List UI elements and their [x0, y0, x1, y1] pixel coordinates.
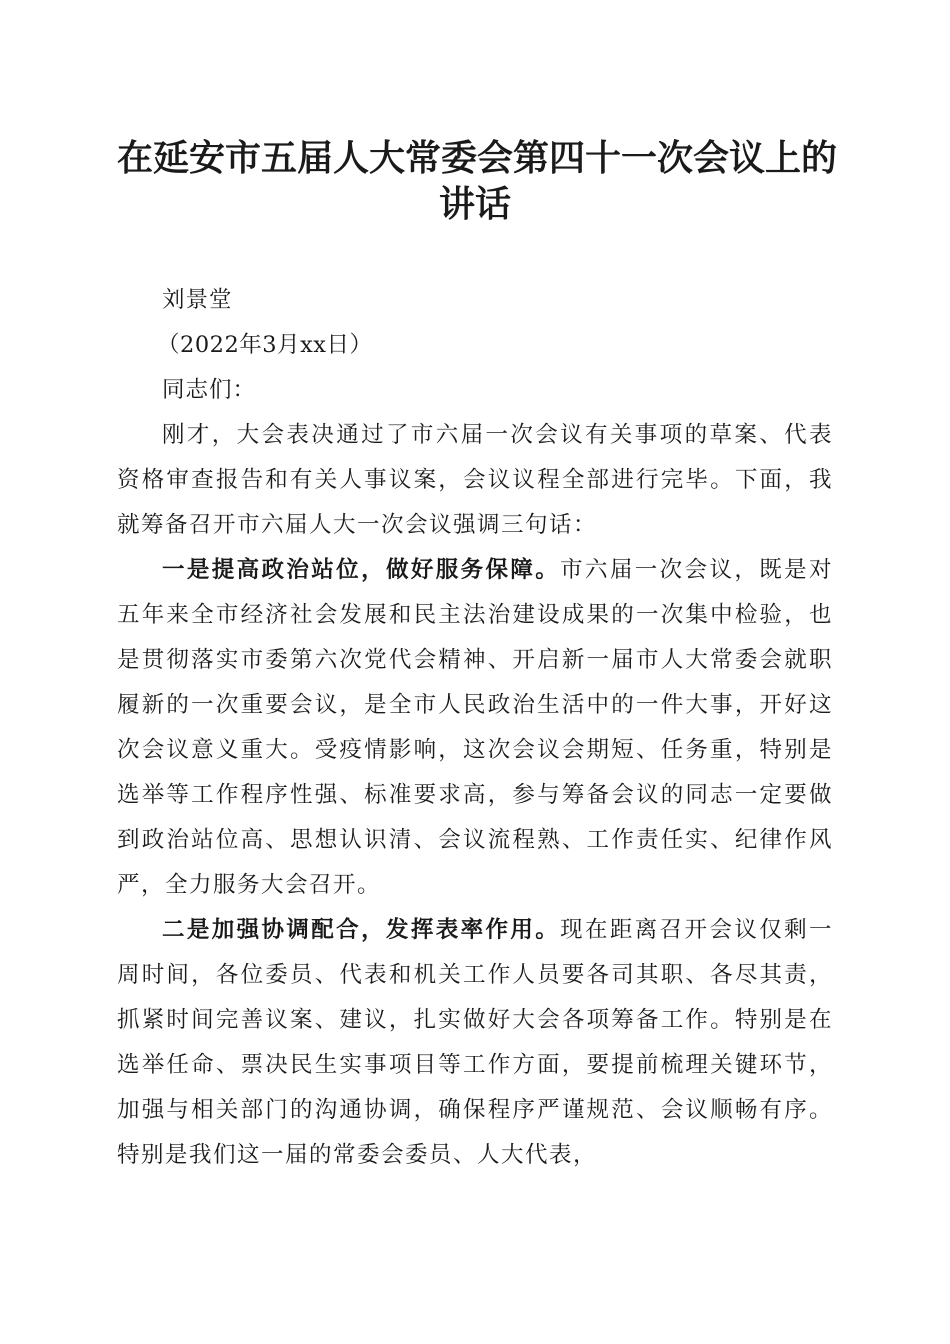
paragraph-intro-text: 刚才，大会表决通过了市六届一次会议有关事项的草案、代表资格审查报告和有关人事议案，会议议程全部进行完毕。下面，我就筹备召开市六届人大一次会议强调三句话：: [117, 422, 833, 538]
point-1-heading: 一是提高政治站位，做好服务保障。: [162, 557, 561, 583]
title-line-2: 讲话: [438, 184, 511, 225]
document-page: [117, 0, 838, 1344]
point-2-heading: 二是加强协调配合，发挥表率作用。: [162, 917, 561, 943]
title-line-1: 在延安市五届人大常委会第四十一次会议上的: [117, 138, 838, 179]
speech-date: （2022年3月xx日）: [157, 332, 373, 358]
point-1-text: 市六届一次会议，既是对五年来全市经济社会发展和民主法治建设成果的一次集中检验，也是贯彻落实市委第六次党代会精神、开启新一届市人大常委会就职履新的一次重要会议，是全市人民政治生活中的一件大事，开好这次会议意义重大。受疫情影响，这次会议会期短、任务重，特别是选举等工作程序性强、标准要求高，参与筹备会议的同志一定要做到政治站位高、思想认识清、会议流程熟、工作责任实、纪律作风严，全力服务大会召开。: [117, 557, 833, 898]
author-name: 刘景堂: [162, 287, 233, 313]
salutation: 同志们：: [162, 377, 257, 403]
paragraph-point-1: [117, 548, 833, 908]
point-2-text: 现在距离召开会议仅剩一周时间，各位委员、代表和机关工作人员要各司其职、各尽其责，抓紧时间完善议案、建议，扎实做好大会各项筹备工作。特别是在选举任命、票决民生实事项目等工作方面，要提前梳理关键环节，加强与相关部门的沟通协调，确保程序严谨规范、会议顺畅有序。特别是我们这一届的常委会委员、人大代表，: [117, 917, 833, 1168]
document-title: [117, 136, 838, 228]
paragraph-point-2: [117, 908, 833, 1178]
paragraph-intro: [117, 413, 833, 548]
document-body: [117, 278, 833, 1178]
